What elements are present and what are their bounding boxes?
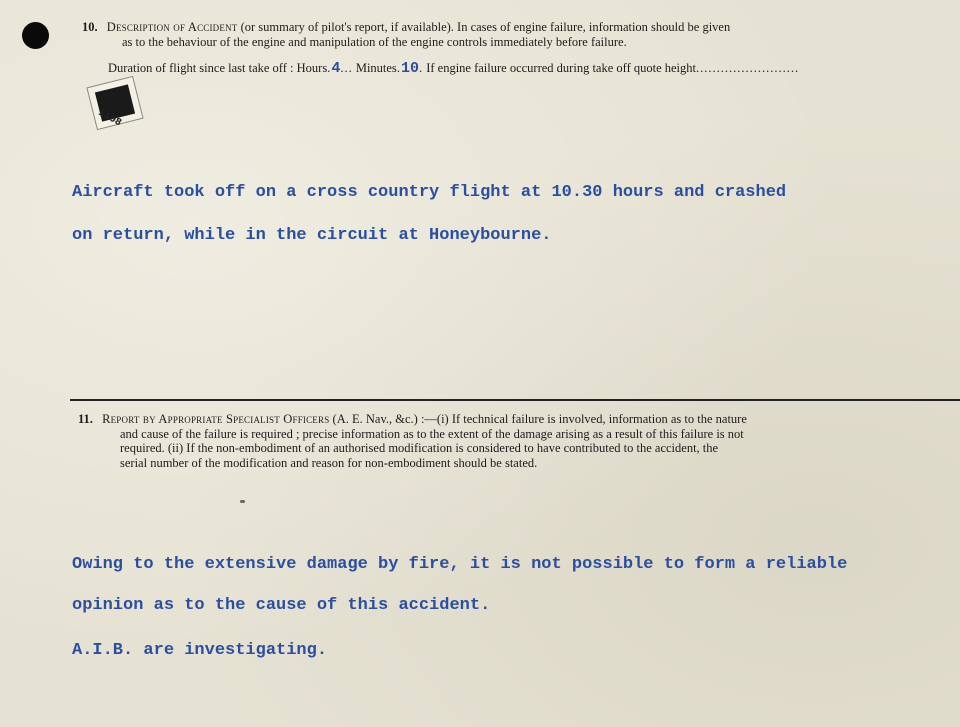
section-11-heading bbox=[78, 412, 958, 470]
section-11-number: 11. bbox=[78, 412, 93, 426]
section-10-intro-continued: as to the behaviour of the engine and manipulation of the engine controls immediately before failure. bbox=[122, 35, 627, 49]
section-11-line-2: and cause of the failure is required ; precise information as to the extent of the damage arising as a result of this failure is not bbox=[120, 426, 744, 441]
punch-hole bbox=[22, 22, 49, 49]
section-11-typed-line-1: Owing to the extensive damage by fire, it is not possible to form a reliable bbox=[72, 555, 848, 574]
section-11-line-4: serial number of the modification and reason for non-embodiment should be stated. bbox=[120, 455, 538, 470]
minutes-value: 10 bbox=[400, 60, 419, 77]
paper-speck bbox=[240, 500, 245, 503]
hours-label: Hours bbox=[296, 61, 328, 75]
section-10-heading bbox=[82, 20, 960, 50]
section-11-typed-line-3: A.I.B. are investigating. bbox=[72, 641, 328, 660]
section-10-typed-line-2: on return, while in the circuit at Honeybourne. bbox=[72, 226, 552, 245]
section-10-title: Description of Accident bbox=[106, 20, 238, 34]
section-11-typed-line-2: opinion as to the cause of this accident. bbox=[72, 596, 491, 615]
section-10-number: 10. bbox=[82, 20, 98, 34]
section-divider bbox=[70, 399, 960, 401]
section-10-intro: (or summary of pilot's report, if available). In cases of engine failure, information should be given bbox=[240, 20, 731, 34]
section-11-line-1: (A. E. Nav., &c.) :—(i) If technical failure is involved, information as to the nature bbox=[332, 412, 747, 426]
duration-line: Duration of flight since last take off : Hours.4... Minutes.10. If engine failure occurred during take off quote height......................... bbox=[108, 60, 800, 77]
stamp-number: 1108 bbox=[96, 107, 123, 129]
section-10-typed-line-1: Aircraft took off on a cross country flight at 10.30 hours and crashed bbox=[72, 183, 787, 202]
hours-value: 4 bbox=[331, 60, 341, 77]
section-11-title: Report by Appropriate Specialist Officers bbox=[102, 412, 330, 426]
duration-label: Duration of flight since last take off : bbox=[108, 61, 294, 75]
minutes-label: Minutes bbox=[355, 61, 397, 75]
engine-failure-label: If engine failure occurred during take off quote height bbox=[426, 61, 697, 75]
section-11-line-3: required. (ii) If the non-embodiment of an authorised modification is considered to have contributed to the accident, the bbox=[120, 441, 719, 455]
